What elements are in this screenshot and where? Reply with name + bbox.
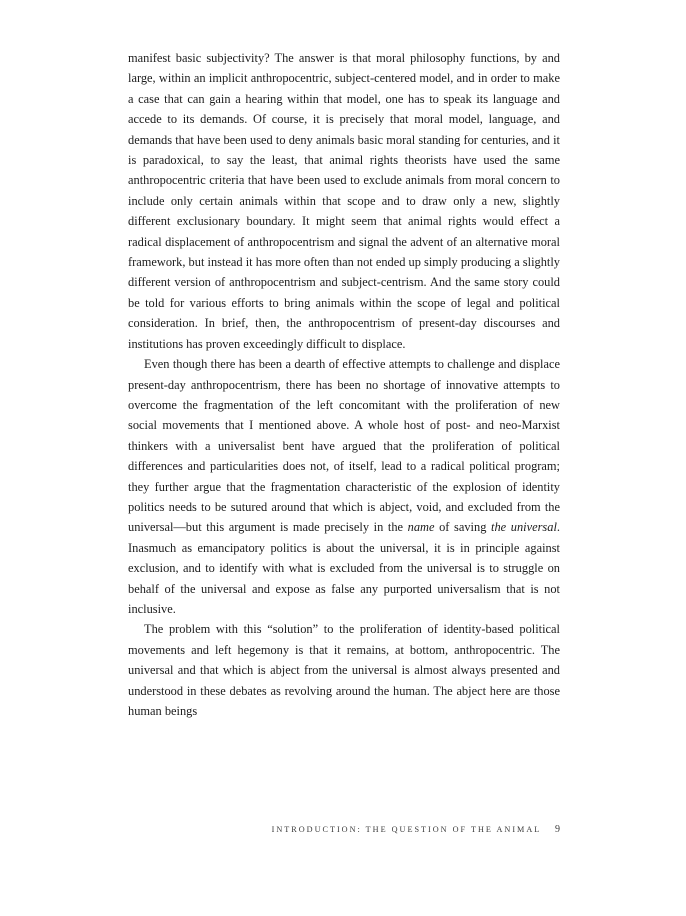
italic-text: the universal [491,520,557,535]
paragraph-3 [128,619,560,721]
paragraph-1 [128,48,560,354]
text-run: The problem with this “solution” to the proliferation of identity-based political movements and left hegemony is that it remains, at bottom, anthropocentric. The universal and that which is abject from the universal is almost always presented and understood in these debates as revolving around the human. The abject here are those human beings [128,622,560,718]
text-run: of saving [434,520,492,535]
italic-text: name [407,520,435,535]
running-footer [128,824,560,835]
body-text [128,48,560,721]
text-run: Even though there has been a dearth of effective attempts to challenge and displace present-day anthropocentrism, there has been no shortage of innovative attempts to overcome the fragmentation of the left concomitant with the proliferation of new social movements that I mentioned above. A whole host of post- and neo-Marxist thinkers with a universalist bent have argued that the proliferation of political differences and particularities does not, of itself, lead to a radical political program; they further argue that the fragmentation characteristic of the explosion of identity politics needs to be sutured around that which is abject, void, and excluded from the universal—but this argument is made precisely in the [128,357,560,535]
text-run: . Inasmuch as emancipatory politics is about the universal, it is in principle against exclusion, and to identify with what is excluded from the universal is to struggle on behalf of the universal and expose as false any purported universalism that is not inclusive. [128,520,560,616]
text-run: manifest basic subjectivity? The answer is that moral philosophy functions, by and large, within an implicit anthropocentric, subject-centered model, and in order to make a case that can gain a hearing within that model, one has to speak its language and accede to its demands. Of course, it is precisely that moral model, language, and demands that have been used to deny animals basic moral standing for centuries, and it is paradoxical, to say the least, that animal rights theorists have used the same anthropocentric criteria that have been used to exclude animals from moral concern to include only certain animals within that scope and to draw only a new, slightly different exclusionary boundary. It might seem that animal rights would effect a radical displacement of anthropocentrism and signal the advent of an alternative moral framework, but instead it has more often than not ended up simply producing a slightly different version of anthropocentrism and subject-centrism. And the same story could be told for various efforts to bring animals within the scope of legal and political consideration. In brief, then, the anthropocentrism of present-day discourses and institutions has proven exceedingly difficult to displace. [128,51,560,351]
page-number: 9 [555,824,560,835]
running-head: INTRODUCTION: THE QUESTION OF THE ANIMAL [271,825,541,834]
paragraph-2 [128,354,560,619]
